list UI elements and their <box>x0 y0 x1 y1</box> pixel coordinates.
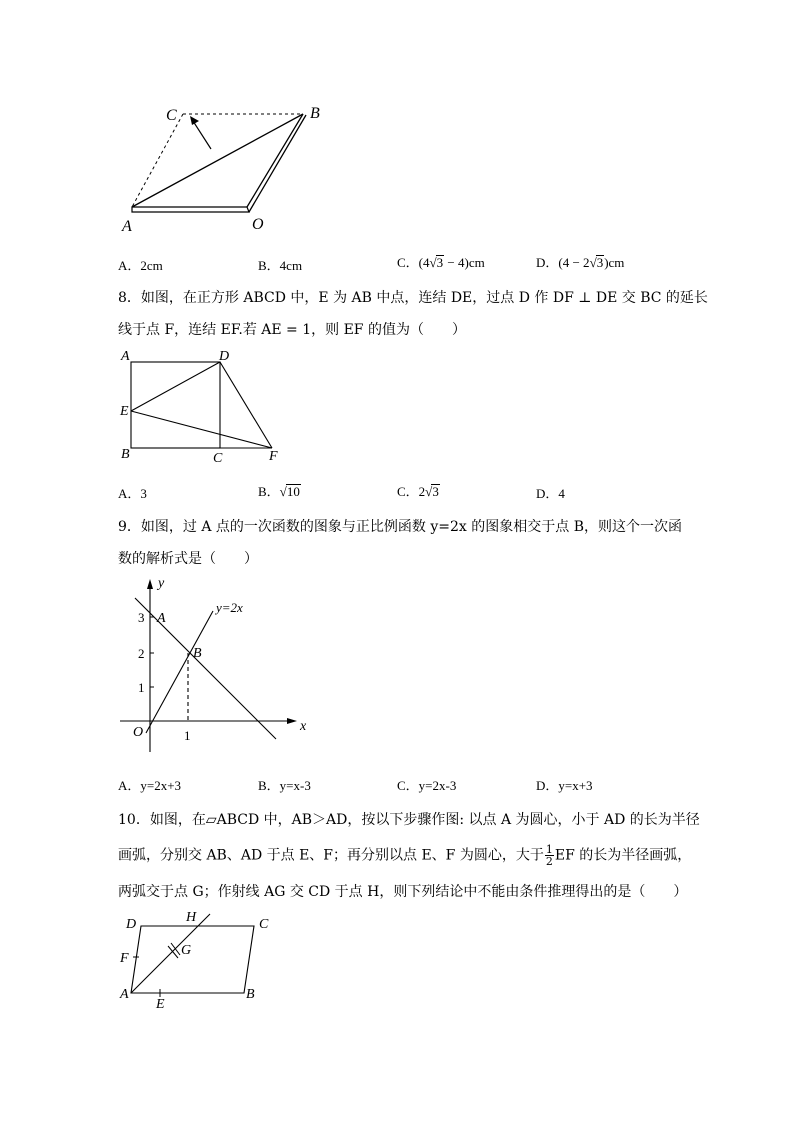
option-text-pre: (4 − 2 <box>558 255 590 270</box>
q9-label-line: y=2x <box>216 600 243 615</box>
option-text: y=2x+3 <box>140 778 182 793</box>
option-text-post: )cm <box>604 255 625 270</box>
option-text-pre: 2 <box>418 484 426 499</box>
option-radicand: 3 <box>436 255 444 270</box>
option-text: y=2x-3 <box>418 778 457 793</box>
q9-label-y: y <box>158 576 165 591</box>
option-letter: A． <box>118 778 141 793</box>
q10-stem-line1: 10．如图，在▱ABCD 中，AB＞AD，按以下步骤作图: 以点 A 为圆心，小于 AD 的长为半径 <box>118 812 700 828</box>
q10-label-h: H <box>186 910 197 925</box>
q9-tick-label-2: 2 <box>138 646 145 661</box>
option-text: 3 <box>140 486 147 501</box>
option-letter: D． <box>536 486 559 501</box>
option-text: 4cm <box>279 258 303 273</box>
q10-label-d: D <box>126 917 137 932</box>
option-letter: A． <box>118 486 141 501</box>
fraction-numerator: 1 <box>545 843 553 856</box>
q8-label-d: D <box>219 349 230 364</box>
option-letter: D． <box>536 778 559 793</box>
option-letter: C． <box>397 255 419 270</box>
fraction-denominator: 2 <box>545 855 553 868</box>
q9-stem-line1: 9．如图，过 A 点的一次函数的图象与正比例函数 y=2x 的图象相交于点 B，则这个一次函 <box>118 519 682 535</box>
q10-parallelogram <box>131 926 254 993</box>
q10-stem-line3: 两弧交于点 G；作射线 AG 交 CD 于点 H，则下列结论中不能由条件推理得出的是（ ） <box>118 884 688 900</box>
option-radicand: 3 <box>432 484 439 499</box>
q10-label-f: F <box>120 951 129 966</box>
q10-label-b: B <box>246 987 255 1002</box>
q9-stem-line2: 数的解析式是（ ） <box>118 551 258 567</box>
option-letter: C． <box>397 778 419 793</box>
option-letter: B． <box>258 484 280 499</box>
option-radicand: 3 <box>596 255 604 270</box>
option-text: 2cm <box>140 258 163 273</box>
radical-sign: √ <box>425 484 433 499</box>
option-letter: A． <box>118 258 141 273</box>
option-text: y=x+3 <box>558 778 593 793</box>
q8-stem-line1: 8．如图，在正方形 ABCD 中，E 为 AB 中点，连结 DE，过点 D 作 DF ⊥ DE 交 BC 的延长 <box>118 290 708 306</box>
option-letter: D． <box>536 255 559 270</box>
radical-sign: √ <box>589 255 597 270</box>
radical-sign: √ <box>279 484 287 499</box>
q8-label-e: E <box>120 404 129 419</box>
q9-label-a: A <box>157 611 166 626</box>
radical-sign: √ <box>429 255 437 270</box>
q9-tick-label-3: 3 <box>138 610 145 625</box>
option-text: 4 <box>558 486 565 501</box>
q7-label-a: A <box>122 218 132 235</box>
q8-label-f: F <box>269 449 278 464</box>
q10-label-c: C <box>259 917 269 932</box>
q8-stem-line2: 线于点 F，连结 EF.若 AE = 1，则 EF 的值为（ ） <box>118 322 466 338</box>
q9-label-b: B <box>193 646 202 661</box>
option-letter: B． <box>258 778 280 793</box>
q7-label-b: B <box>310 105 320 122</box>
q9-tick-label-1y: 1 <box>138 680 145 695</box>
option-letter: B． <box>258 258 280 273</box>
q8-label-a: A <box>121 349 130 364</box>
option-letter: C． <box>397 484 419 499</box>
q7-label-c: C <box>166 107 177 124</box>
option-text: y=x-3 <box>279 778 311 793</box>
q9-label-o: O <box>133 725 144 740</box>
q10-line2-post: EF 的长为半径画弧， <box>554 847 692 864</box>
q8-label-b: B <box>121 447 130 462</box>
q9-tick-label-1x: 1 <box>184 728 191 743</box>
q8-label-c: C <box>213 451 223 466</box>
q10-line2-pre: 画弧，分别交 AB、AD 于点 E、F；再分别以点 E、F 为圆心，大于 <box>118 847 544 864</box>
q10-label-a: A <box>120 987 129 1002</box>
q10-label-g: G <box>181 943 192 958</box>
option-text-post: − 4)cm <box>444 255 485 270</box>
option-radicand: 10 <box>286 484 300 499</box>
q10-label-e: E <box>156 997 165 1012</box>
option-text-pre: (4 <box>418 255 430 270</box>
q7-label-o: O <box>252 216 264 233</box>
q9-label-x: x <box>300 719 307 734</box>
